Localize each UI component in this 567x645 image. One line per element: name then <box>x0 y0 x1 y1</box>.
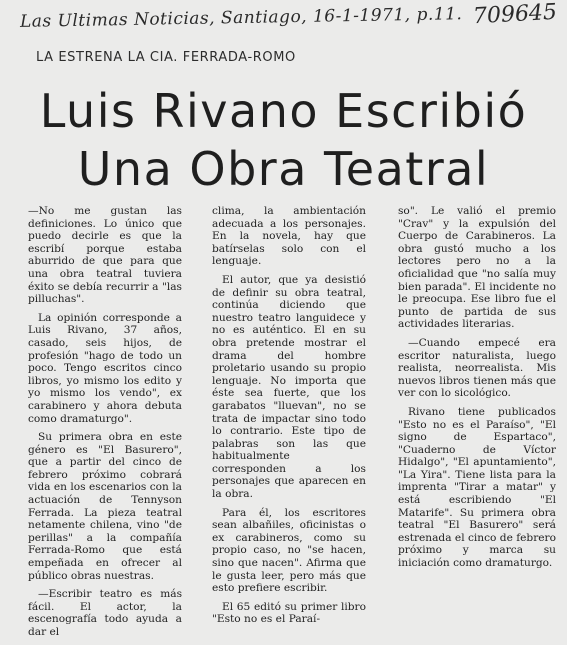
paragraph: Para él, los escritores sean albañiles, oficinistas o ex carabineros, como su propio caso, no "se hacen, sino que nacen". Afirma que le gusta leer, pero más que esto prefiere escribir. <box>212 506 366 595</box>
paragraph: La opinión corresponde a Luis Rivano, 37 años, casado, seis hijos, de profesión "hago de todo un poco. Tengo escritos cinco libros, yo mismo los edito y yo mismo los vendo", ex carabinero y ahora debuta como dramaturgo". <box>28 311 182 425</box>
article-column-2 <box>212 205 366 632</box>
paragraph: El autor, que ya desistió de definir su obra teatral, continúa diciendo que nuestro teatro languidece y no es auténtico. El en su obra pretende mostrar el drama del hombre proletario usando su propio lenguaje. No importa que éste sea fuerte, que los garabatos "lluevan", no se trata de impactar sino todo lo contrario. Este tipo de palabras son las que habitualmente corresponden a los personajes que aparecen en la obra. <box>212 273 366 501</box>
handwritten-source-note: Las Ultimas Noticias, Santiago, 16-1-1971, p.11. <box>19 4 463 32</box>
headline-line-2: Una Obra Teatral <box>77 142 490 196</box>
document-number: 709645 <box>472 0 558 30</box>
article-column-1 <box>28 205 182 645</box>
paragraph: —No me gustan las definiciones. Lo único que puedo decirle es que la escribí porque estaba aburrido de que para que una obra teatral tuviera éxito se debía recurrir a "las pilluchas". <box>28 205 182 306</box>
paragraph: Su primera obra en este género es "El Basurero", que a partir del cinco de febrero próximo cobrará vida en los escenarios con la actuación de Tennyson Ferrada. La pieza teatral netamente chilena, vino "de perillas" a la compañía Ferrada-Romo que está empeñada en ofrecer al público obras nuestras. <box>28 431 182 582</box>
paragraph: Rivano tiene publicados "Esto no es el Paraíso", "El signo de Espartaco", "Cuaderno de Víctor Hidalgo", "El apuntamiento", "La Yira". Tiene lista para la imprenta "Tirar a matar" y está escribiendo "El Matarife". Su primera obra teatral "El Basurero" será estrenada el cinco de febrero próximo y marca su iniciación como dramaturgo. <box>398 405 556 570</box>
paragraph: —Cuando empecé era escritor naturalista, luego realista, neorrealista. Mis nuevos libros tienen más que ver con lo sicológico. <box>398 336 556 400</box>
paragraph: El 65 editó su primer libro "Esto no es el Paraí- <box>212 600 366 626</box>
kicker: LA ESTRENA LA CIA. FERRADA-ROMO <box>36 50 296 65</box>
paragraph: clima, la ambientación adecuada a los personajes. En la novela, hay que batírselas solo con el lenguaje. <box>212 205 366 268</box>
paragraph: —Escribir teatro es más fácil. El actor, la escenografía todo ayuda a dar el <box>28 588 182 638</box>
paragraph: so". Le valió el premio "Crav" y la expulsión del Cuerpo de Carabineros. La obra gustó mucho a los lectores pero no a la oficialidad que "no salía muy bien parada". El incidente no le preocupa. Ese libro fue el punto de partida de sus actividades literarias. <box>398 205 556 331</box>
headline-line-1: Luis Rivano Escribió <box>39 84 528 138</box>
article-column-3 <box>398 205 556 576</box>
